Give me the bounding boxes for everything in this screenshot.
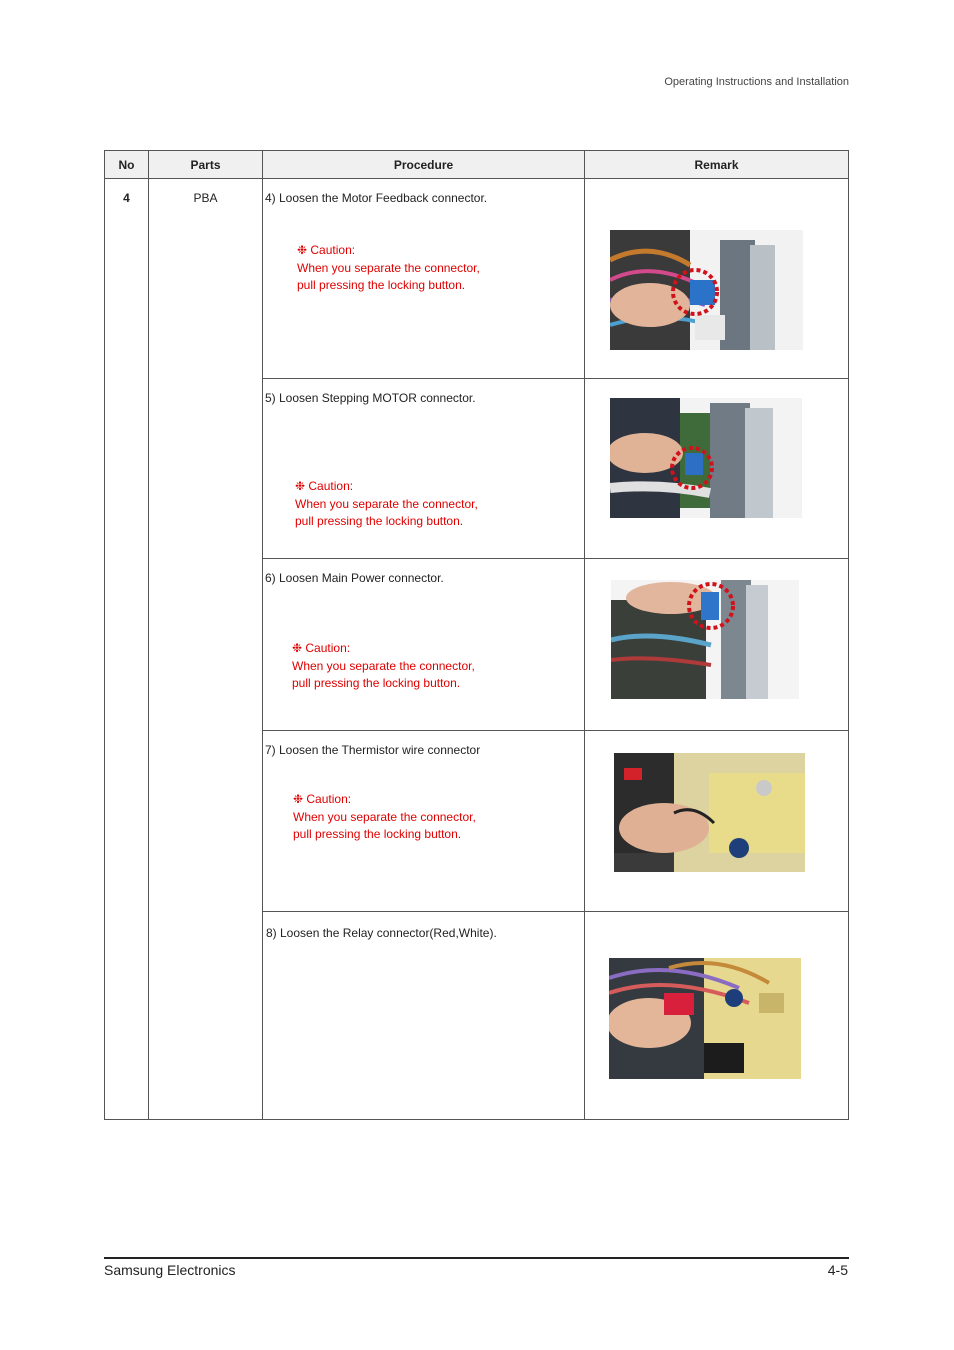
caution-note bbox=[295, 478, 478, 531]
procedure-step: 5) Loosen Stepping MOTOR connector. bbox=[265, 391, 476, 405]
table-row bbox=[105, 179, 849, 379]
caution-line: pull pressing the locking button. bbox=[295, 514, 464, 528]
stepping-motor-connector-photo bbox=[610, 398, 802, 518]
caution-note bbox=[293, 791, 476, 844]
footer-company: Samsung Electronics bbox=[104, 1262, 236, 1278]
caution-line: When you separate the connector, bbox=[293, 809, 476, 824]
running-header: Operating Instructions and Installation bbox=[664, 76, 849, 88]
caution-line: pull pressing the locking button. bbox=[292, 676, 461, 690]
caution-title: ❉ Caution: bbox=[293, 792, 352, 806]
procedure-step: 6) Loosen Main Power connector. bbox=[265, 571, 444, 585]
main-power-connector-photo bbox=[611, 580, 799, 699]
table-header-row bbox=[105, 151, 849, 179]
caution-line: When you separate the connector, bbox=[292, 658, 475, 673]
page-number: 4-5 bbox=[827, 1262, 848, 1278]
procedure-cell bbox=[263, 179, 585, 379]
motor-feedback-connector-photo bbox=[610, 230, 803, 350]
procedure-cell bbox=[263, 559, 585, 731]
caution-title: ❉ Caution: bbox=[297, 243, 356, 257]
caution-title: ❉ Caution: bbox=[292, 641, 351, 655]
procedure-cell bbox=[263, 379, 585, 559]
thermistor-connector-photo bbox=[614, 753, 805, 872]
remark-cell bbox=[585, 179, 849, 379]
relay-connector-photo bbox=[609, 958, 801, 1079]
caution-note bbox=[297, 242, 480, 295]
part-name: PBA bbox=[149, 179, 263, 1120]
remark-cell bbox=[585, 379, 849, 559]
procedure-step: 8) Loosen the Relay connector(Red,White). bbox=[266, 926, 497, 940]
procedure-cell bbox=[263, 912, 585, 1120]
caution-note bbox=[292, 640, 475, 693]
step-number: 4 bbox=[105, 179, 149, 1120]
procedure-step: 7) Loosen the Thermistor wire connector bbox=[265, 743, 481, 757]
caution-line: pull pressing the locking button. bbox=[297, 278, 466, 292]
remark-cell bbox=[585, 559, 849, 731]
procedure-table bbox=[104, 150, 849, 1120]
column-header-parts: Parts bbox=[149, 151, 263, 179]
column-header-procedure: Procedure bbox=[263, 151, 585, 179]
remark-cell bbox=[585, 731, 849, 912]
caution-title: ❉ Caution: bbox=[295, 479, 354, 493]
caution-line: When you separate the connector, bbox=[295, 496, 478, 511]
caution-line: pull pressing the locking button. bbox=[293, 827, 462, 841]
procedure-step: 4) Loosen the Motor Feedback connector. bbox=[265, 191, 488, 205]
procedure-cell bbox=[263, 731, 585, 912]
column-header-no: No bbox=[105, 151, 149, 179]
caution-line: When you separate the connector, bbox=[297, 260, 480, 275]
column-header-remark: Remark bbox=[585, 151, 849, 179]
remark-cell bbox=[585, 912, 849, 1120]
footer-rule bbox=[104, 1257, 849, 1259]
